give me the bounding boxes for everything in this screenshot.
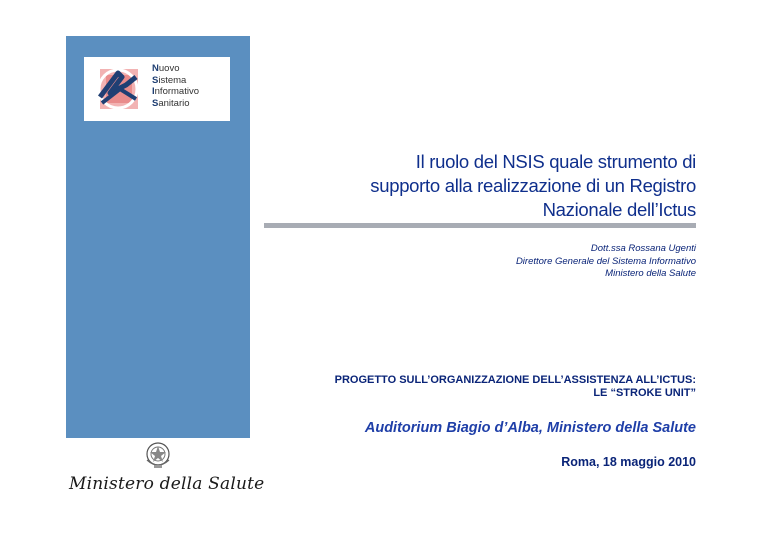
title-divider	[264, 223, 696, 228]
ministry-name: Ministero della Salute	[69, 474, 265, 494]
italian-republic-emblem-icon	[144, 440, 172, 470]
author-org: Ministero della Salute	[605, 268, 696, 279]
nsis-logo	[84, 57, 230, 121]
author-block	[516, 243, 696, 281]
ministry-logo	[66, 438, 265, 508]
project-title: PROGETTO SULL’ORGANIZZAZIONE DELL’ASSISTENZA ALL’ICTUS: LE “STROKE UNIT”	[334, 374, 696, 399]
nsis-logo-icon	[92, 63, 144, 115]
venue: Auditorium Biagio d’Alba, Ministero della Salute	[364, 420, 696, 436]
slide-title: Il ruolo del NSIS quale strumento di supporto alla realizzazione di un Registro Nazionale dell’Ictus	[370, 151, 696, 220]
nsis-logo-text: Nuovo Sistema Informativo Sanitario	[152, 63, 199, 109]
author-name: Dott.ssa Rossana Ugenti	[590, 243, 696, 254]
event-date: Roma, 18 maggio 2010	[561, 455, 696, 469]
author-role: Direttore Generale del Sistema Informativo	[515, 255, 696, 267]
